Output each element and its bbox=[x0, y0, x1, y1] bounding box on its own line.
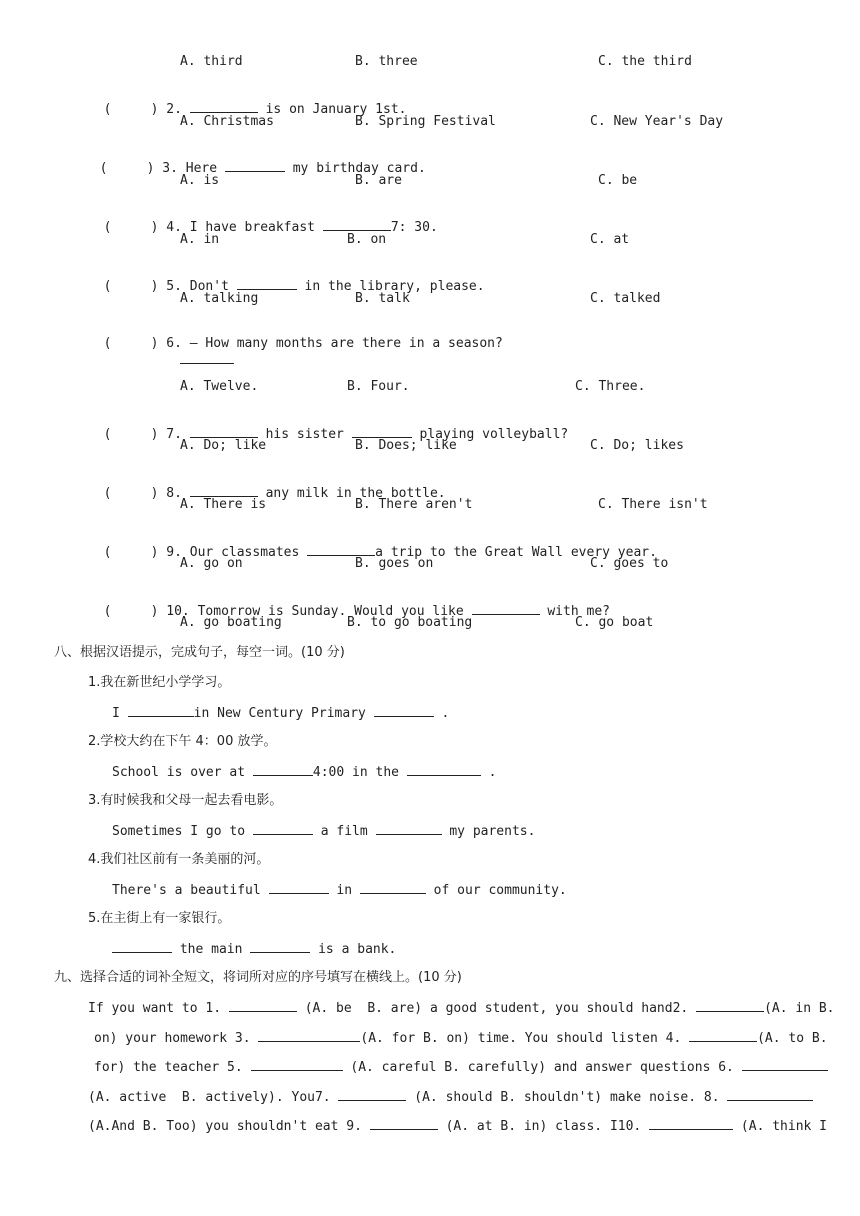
answer-paren[interactable]: ( ) bbox=[103, 220, 159, 235]
question-4 bbox=[88, 202, 438, 235]
s8-item-5-sentence bbox=[112, 940, 396, 956]
question-text: my birthday card. bbox=[284, 161, 426, 176]
s8-item-1-sentence bbox=[112, 704, 449, 720]
q2-option-b: B. Spring Festival bbox=[355, 114, 496, 129]
q9-option-c: C. goes to bbox=[590, 556, 669, 571]
blank[interactable] bbox=[253, 822, 313, 835]
q10-option-b: B. to go boating bbox=[347, 615, 473, 630]
question-number: 6. bbox=[166, 336, 182, 351]
q6-option-c: C. Three. bbox=[575, 379, 646, 394]
passage-text: (A. at B. in) class. I10. bbox=[437, 1119, 650, 1134]
answer-paren[interactable]: ( ) bbox=[103, 336, 159, 351]
blank[interactable] bbox=[376, 822, 442, 835]
question-number: 5. bbox=[166, 279, 182, 294]
blank[interactable] bbox=[112, 940, 172, 953]
blank[interactable] bbox=[250, 940, 310, 953]
answer-paren[interactable]: ( ) bbox=[103, 102, 159, 117]
sentence-part: There's a beautiful bbox=[112, 883, 269, 898]
s9-passage-line-3 bbox=[94, 1058, 828, 1074]
blank[interactable] bbox=[251, 1058, 343, 1071]
q6-option-a: A. Twelve. bbox=[180, 379, 259, 394]
section-9-title: 九、选择合适的词补全短文，将词所对应的序号填写在横线上。(10 分) bbox=[54, 970, 462, 985]
question-text: — How many months are there in a season? bbox=[189, 336, 503, 351]
sentence-part: . bbox=[433, 706, 450, 721]
s8-item-4-chinese: 4.我们社区前有一条美丽的河。 bbox=[88, 852, 270, 867]
passage-text: (A. think I bbox=[733, 1119, 828, 1134]
blank[interactable] bbox=[727, 1088, 813, 1101]
s8-item-3-sentence bbox=[112, 822, 535, 838]
blank[interactable] bbox=[360, 881, 426, 894]
question-number: 4. bbox=[166, 220, 182, 235]
blank[interactable] bbox=[190, 484, 258, 497]
question-text: a trip to the Great Wall every year. bbox=[375, 545, 657, 560]
q4-option-a: A. in bbox=[180, 232, 220, 247]
question-text: 7: 30. bbox=[390, 220, 438, 235]
question-text: any milk in the bottle. bbox=[257, 486, 446, 501]
passage-text: for) the teacher 5. bbox=[94, 1060, 251, 1075]
q5-option-c: C. talked bbox=[590, 291, 661, 306]
question-6 bbox=[88, 320, 503, 351]
q3-option-c: C. be bbox=[598, 173, 638, 188]
blank[interactable] bbox=[472, 602, 540, 615]
question-9 bbox=[88, 527, 657, 560]
question-text: his sister bbox=[257, 427, 352, 442]
blank[interactable] bbox=[649, 1117, 733, 1130]
passage-text: (A. to B. bbox=[757, 1031, 828, 1046]
sentence-part: my parents. bbox=[441, 824, 536, 839]
s9-passage-line-4 bbox=[88, 1088, 813, 1104]
answer-paren[interactable]: ( ) bbox=[99, 161, 155, 176]
s9-passage-line-1 bbox=[88, 999, 835, 1015]
q10-option-a: A. go boating bbox=[180, 615, 282, 630]
answer-paren[interactable]: ( ) bbox=[103, 545, 159, 560]
sentence-part: . bbox=[480, 765, 497, 780]
s9-passage-line-2 bbox=[94, 1029, 828, 1045]
blank[interactable] bbox=[253, 763, 313, 776]
q9-option-b: B. goes on bbox=[355, 556, 434, 571]
question-7 bbox=[88, 409, 569, 442]
s8-item-4-sentence bbox=[112, 881, 567, 897]
sentence-part: in bbox=[328, 883, 360, 898]
section-8-title: 八、根据汉语提示，完成句子，每空一词。(10 分) bbox=[54, 645, 345, 660]
s9-passage-line-5 bbox=[88, 1117, 827, 1133]
q2-option-a: A. Christmas bbox=[180, 114, 274, 129]
question-text: Here bbox=[185, 161, 225, 176]
question-3 bbox=[84, 143, 426, 176]
q4-option-c: C. at bbox=[590, 232, 630, 247]
q8-option-b: B. There aren't bbox=[355, 497, 473, 512]
question-text: in the library, please. bbox=[296, 279, 485, 294]
blank[interactable] bbox=[374, 704, 434, 717]
q7-option-c: C. Do; likes bbox=[590, 438, 684, 453]
passage-text: (A. for B. on) time. You should listen 4. bbox=[360, 1031, 690, 1046]
blank[interactable] bbox=[190, 100, 258, 113]
sentence-part: I bbox=[112, 706, 128, 721]
question-10 bbox=[88, 586, 610, 619]
question-number: 10. bbox=[166, 604, 190, 619]
blank[interactable] bbox=[742, 1058, 828, 1071]
question-text: I have breakfast bbox=[189, 220, 323, 235]
question-text: Tomorrow is Sunday. Would you like bbox=[197, 604, 472, 619]
answer-paren[interactable]: ( ) bbox=[103, 279, 159, 294]
blank[interactable] bbox=[128, 704, 194, 717]
sentence-part: School is over at bbox=[112, 765, 253, 780]
blank[interactable] bbox=[323, 218, 391, 231]
q7-option-b: B. Does; like bbox=[355, 438, 457, 453]
question-5 bbox=[88, 261, 485, 294]
blank[interactable] bbox=[190, 425, 258, 438]
sentence-part: 4:00 in the bbox=[312, 765, 407, 780]
passage-text: (A. in B. bbox=[764, 1001, 835, 1016]
q5-option-b: B. talk bbox=[355, 291, 410, 306]
sentence-part: in New Century Primary bbox=[193, 706, 374, 721]
question-text: Don't bbox=[189, 279, 237, 294]
q8-option-a: A. There is bbox=[180, 497, 267, 512]
question-number: 9. bbox=[166, 545, 182, 560]
q9-option-a: A. go on bbox=[180, 556, 243, 571]
blank[interactable] bbox=[338, 1088, 406, 1101]
q5-option-a: A. talking bbox=[180, 291, 259, 306]
s8-item-2-sentence bbox=[112, 763, 496, 779]
sentence-part: a film bbox=[312, 824, 376, 839]
blank[interactable] bbox=[407, 763, 481, 776]
q2-option-c: C. New Year's Day bbox=[590, 114, 724, 129]
answer-paren[interactable]: ( ) bbox=[103, 486, 159, 501]
q1-option-c: C. the third bbox=[598, 54, 692, 69]
q6-option-b: B. Four. bbox=[347, 379, 410, 394]
q3-option-b: B. are bbox=[355, 173, 402, 188]
s8-item-2-chinese: 2.学校大约在下午 4：00 放学。 bbox=[88, 734, 277, 749]
blank[interactable] bbox=[237, 277, 297, 290]
question-number: 8. bbox=[166, 486, 182, 501]
blank[interactable] bbox=[370, 1117, 438, 1130]
blank[interactable] bbox=[229, 999, 297, 1012]
s8-item-5-chinese: 5.在主街上有一家银行。 bbox=[88, 911, 231, 926]
sentence-part: Sometimes I go to bbox=[112, 824, 253, 839]
question-text: is on January 1st. bbox=[257, 102, 407, 117]
sentence-part: of our community. bbox=[425, 883, 567, 898]
sentence-part: is a bank. bbox=[310, 942, 397, 957]
blank[interactable] bbox=[269, 881, 329, 894]
answer-paren[interactable]: ( ) bbox=[103, 427, 159, 442]
blank[interactable] bbox=[352, 425, 412, 438]
q1-option-b: B. three bbox=[355, 54, 418, 69]
answer-paren[interactable]: ( ) bbox=[103, 604, 159, 619]
passage-text: (A. careful B. carefully) and answer questions 6. bbox=[342, 1060, 742, 1075]
question-text: playing volleyball? bbox=[411, 427, 569, 442]
passage-text: on) your homework 3. bbox=[94, 1031, 259, 1046]
blank[interactable] bbox=[307, 543, 375, 556]
passage-text: (A. active B. actively). You7. bbox=[88, 1090, 339, 1105]
s8-item-1-chinese: 1.我在新世纪小学学习。 bbox=[88, 675, 231, 690]
blank[interactable] bbox=[696, 999, 764, 1012]
question-number: 2. bbox=[166, 102, 182, 117]
q4-option-b: B. on bbox=[347, 232, 387, 247]
sentence-part: the main bbox=[172, 942, 251, 957]
passage-text: (A. be B. are) a good student, you should hand2. bbox=[296, 1001, 697, 1016]
q3-option-a: A. is bbox=[180, 173, 220, 188]
q8-option-c: C. There isn't bbox=[598, 497, 708, 512]
question-8 bbox=[88, 468, 446, 501]
passage-text: (A.And B. Too) you shouldn't eat 9. bbox=[88, 1119, 370, 1134]
question-number: 3. bbox=[162, 161, 178, 176]
question-text: with me? bbox=[539, 604, 610, 619]
passage-text: If you want to 1. bbox=[88, 1001, 229, 1016]
q6-answer-blank[interactable] bbox=[180, 363, 234, 364]
question-2 bbox=[88, 84, 407, 117]
q1-option-a: A. third bbox=[180, 54, 243, 69]
s8-item-3-chinese: 3.有时候我和父母一起去看电影。 bbox=[88, 793, 283, 808]
question-number: 7. bbox=[166, 427, 182, 442]
blank[interactable] bbox=[258, 1029, 360, 1042]
passage-text: (A. should B. shouldn't) make noise. 8. bbox=[406, 1090, 728, 1105]
q10-option-c: C. go boat bbox=[575, 615, 654, 630]
blank[interactable] bbox=[225, 159, 285, 172]
blank[interactable] bbox=[689, 1029, 757, 1042]
q7-option-a: A. Do; like bbox=[180, 438, 267, 453]
question-text: Our classmates bbox=[189, 545, 308, 560]
